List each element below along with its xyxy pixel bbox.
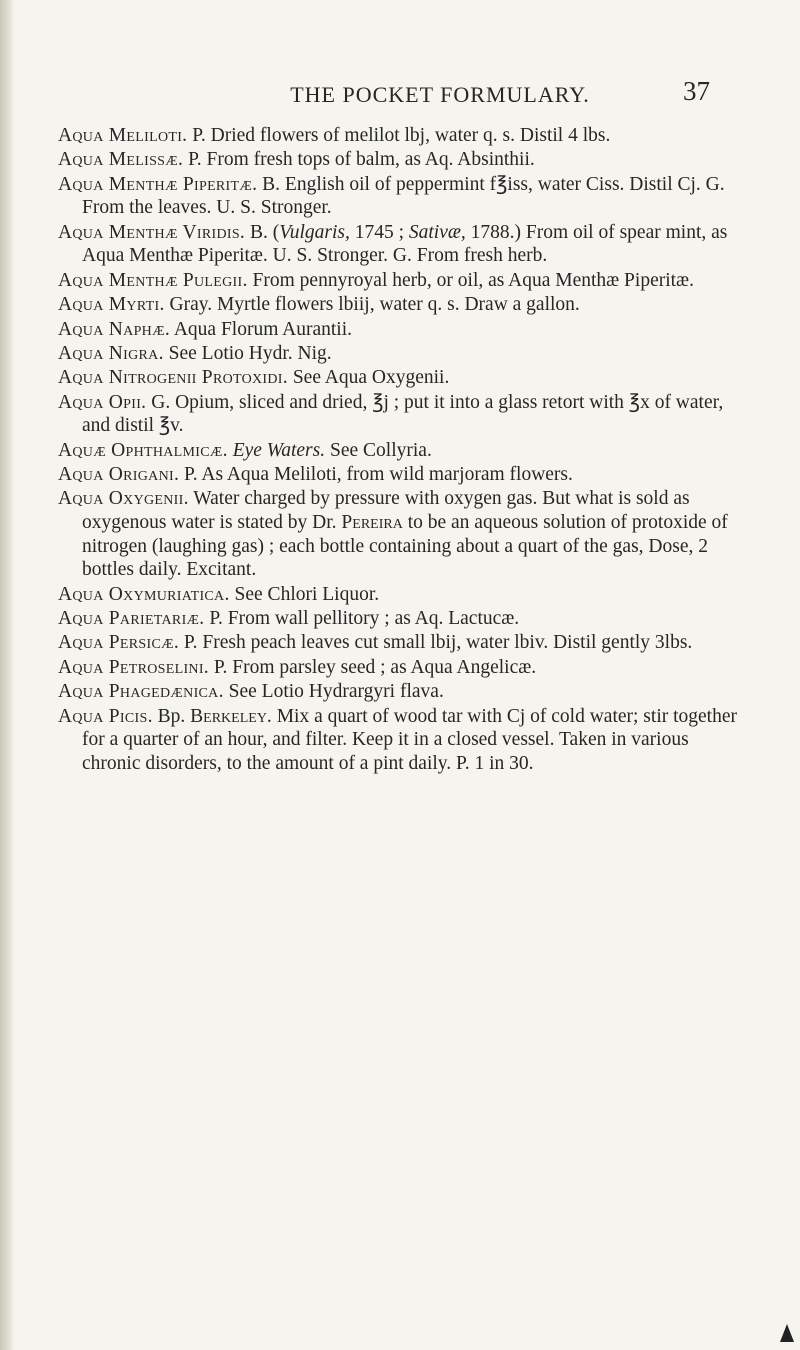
entry-head: Aqua Oxymuriatica. [58,583,230,605]
entry-body: See Lotio Hydrargyri flava. [228,681,444,703]
entry-head: Aqua Nigra. [58,342,164,364]
entry-body-pre: Water charged by pressure with oxygen gas. But what is sold as oxygenous water is stated by Dr. [82,488,690,534]
entry-body-post: 1788.) From oil of spear mint, as Aqua Menthæ Piperitæ. U. S. Stronger. G. From fresh herb. [82,221,728,267]
entry-body: Gray. Myrtle flowers lbiij, water q. s. Draw a gallon. [169,294,580,316]
entry-body-post: Mix a quart of wood tar with Cj of cold water; stir together for a quarter of an hour, and filter. Keep it in a closed vessel. Taken in various chronic disorders, to the amount of a pint daily. P. 1 in 30. [82,705,737,774]
entry-head: Aqua Petroselini. [58,656,209,678]
entry-body-author: Pereira [341,512,403,534]
running-header: THE POCKET FORMULARY. [290,82,590,107]
entry-head: Aqua Nitrogenii Protoxidi. [58,367,288,389]
entry-aqua-oxymuriatica [58,583,748,607]
entry-body-italic: Eye Waters. [232,439,326,461]
entry-body: P. From fresh tops of balm, as Aq. Absinthii. [188,149,535,171]
entry-head: Aqua Meliloti. [58,125,188,146]
entry-aqua-nitrogenii-protoxidi [58,366,748,390]
entry-aqua-parietariae [58,607,748,631]
page-number: 37 [683,76,710,106]
entry-head: Aqua Melissæ. [58,149,184,171]
entry-head: Aqua Picis. [58,705,153,727]
entry-head: Aqua Opii. [58,391,147,413]
entry-aqua-naphae [58,318,748,342]
entry-aqua-myrti [58,293,748,317]
entry-head: Aqua Myrti. [58,294,165,316]
entry-head: Aquæ Ophthalmicæ. [58,439,228,461]
entry-aqua-meliloti [58,124,748,148]
entry-head: Aqua Menthæ Pulegii. [58,269,248,291]
entry-body: See Lotio Hydr. Nig. [168,342,332,364]
entry-body: P. Dried flowers of melilot lbj, water q. s. Distil 4 lbs. [192,125,611,146]
entry-aqua-opii [58,391,748,438]
entry-aqua-melissae [58,148,748,172]
entry-body: B. English oil of peppermint f℥iss, water Ciss. Distil Cj. G. From the leaves. U. S. Stronger. [82,173,725,219]
entry-head: Aqua Menthæ Viridis. [58,221,246,243]
entry-aqua-picis [58,705,748,776]
entry-body-post: to be an aqueous solution of protoxide of nitrogen (laughing gas) ; each bottle containing about a quart of the gas, Dose, 2 bottles daily. Excitant. [82,512,728,581]
entry-head: Aqua Persicæ. [58,632,180,654]
entry-aqua-origani [58,463,748,487]
entry-aqua-phagedaenica [58,680,748,704]
entry-body-post: See Collyria. [325,439,432,461]
entry-body: Aqua Florum Aurantii. [173,318,353,340]
entry-body: See Aqua Oxygenii. [292,367,450,389]
entry-head: Aqua Menthæ Piperitæ. [58,173,258,195]
entry-body: P. Fresh peach leaves cut small lbij, water lbiv. Distil gently 3lbs. [183,632,693,654]
corner-arrow-icon [780,1324,794,1342]
entry-aqua-oxygenii [58,487,748,581]
entry-body-mid: 1745 ; [349,221,409,243]
entry-aqua-menthae-pulegii [58,269,748,293]
entry-body-author: Berkeley. [190,705,272,727]
entry-head: Aqua Parietariæ. [58,608,205,630]
entry-body-pre: B. ( [249,221,280,243]
entry-body: P. From parsley seed ; as Aqua Angelicæ. [213,656,537,678]
entry-head: Aqua Origani. [58,464,180,486]
entry-head: Aqua Oxygenii. [58,488,189,510]
entry-aqua-nigra [58,342,748,366]
entry-aquae-ophthalmicae [58,439,748,463]
entry-body: See Chlori Liquor. [234,583,380,605]
entry-head: Aqua Phagedænica. [58,681,224,703]
entry-head: Aqua Naphæ. [58,318,171,340]
entry-aqua-menthae-piperitae [58,173,748,220]
entry-aqua-petroselini [58,656,748,680]
entry-body-pre: Bp. [157,705,191,727]
entry-body: G. Opium, sliced and dried, ℥j ; put it into a glass retort with ℥x of water, and distil ℥v. [82,391,724,437]
formulary-entries [58,124,748,776]
entry-aqua-persicae [58,631,748,655]
entry-body-italic: Sativæ, [408,221,466,243]
entry-body-italic: Vulgaris, [279,221,350,243]
entry-body: P. From wall pellitory ; as Aq. Lactucæ. [209,608,520,630]
entry-body: From pennyroyal herb, or oil, as Aqua Menthæ Piperitæ. [252,269,694,291]
entry-aqua-menthae-viridis [58,221,748,268]
entry-body: P. As Aqua Meliloti, from wild marjoram flowers. [184,464,573,486]
